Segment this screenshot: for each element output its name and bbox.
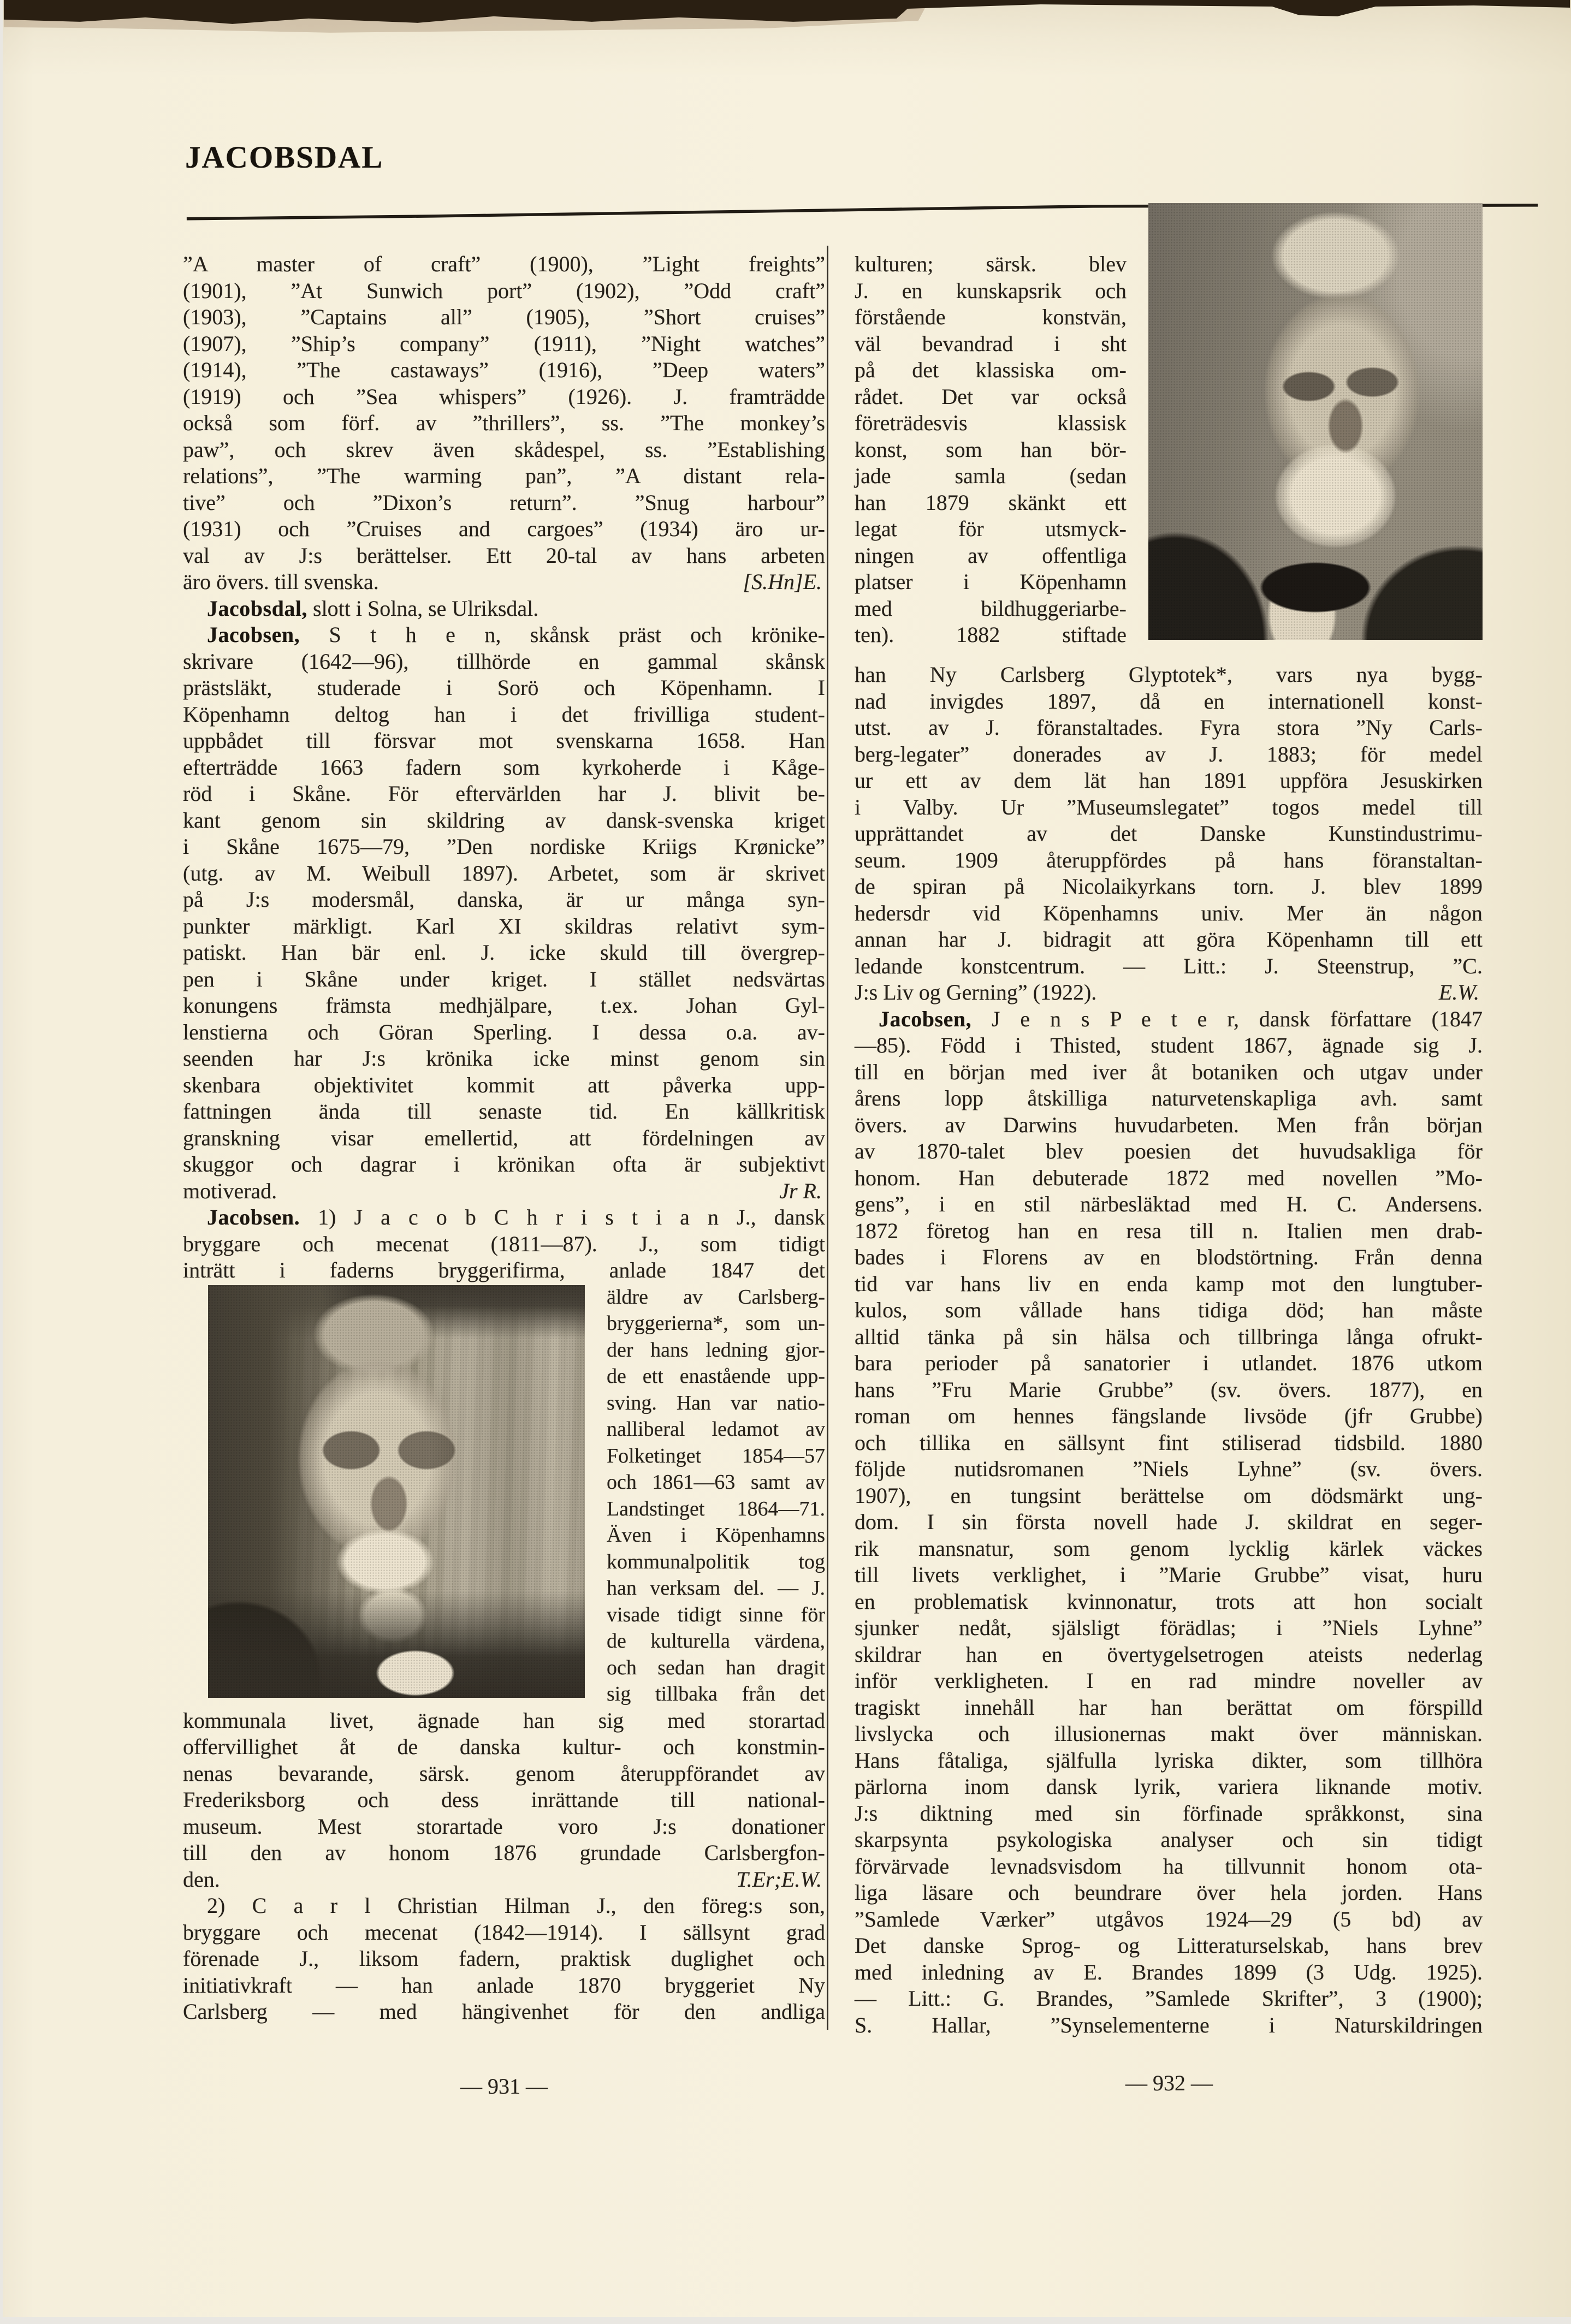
line-text: seenden har J:s krönika icke minst genom sin <box>183 1046 825 1071</box>
line-text: förenade J., liksom fadern, praktisk duglighet och <box>183 1946 825 1971</box>
text-line <box>607 1469 825 1496</box>
text-line <box>183 887 825 913</box>
line-text: den. <box>183 1867 220 1892</box>
line-text: pärlorna inom dansk lyrik, variera liknande motiv. <box>855 1774 1483 1799</box>
text-line <box>855 926 1483 953</box>
line-text: inför verkligheten. I en rad mindre noveller av <box>855 1668 1483 1693</box>
text-line <box>855 1165 1483 1192</box>
text-line <box>183 1814 825 1840</box>
line-text: skuggor och dagrar i krönikan ofta är subjektivt <box>183 1152 825 1176</box>
author-signature: Jr R. <box>779 1178 822 1203</box>
line-text: der hans ledning gjor- <box>607 1338 825 1362</box>
page-background <box>3 0 1571 2317</box>
line-text: kulos, som vållade hans tidiga död; han måste <box>855 1298 1483 1322</box>
line-text: (utg. av M. Weibull 1897). Arbetet, som är skrivet <box>183 860 825 885</box>
page-number-932: — 932 — <box>1125 2071 1213 2095</box>
text-line <box>855 741 1483 768</box>
text-line <box>855 1986 1483 2012</box>
entry-headword: Jacobsen. <box>207 1205 300 1229</box>
text-line <box>183 304 825 331</box>
line-text: bryggerierna*, som un- <box>607 1312 825 1335</box>
text-line <box>855 1748 1483 1774</box>
text-line <box>855 516 1127 543</box>
text-line <box>855 622 1127 649</box>
line-text: J:s Liv og Gerning” (1922). <box>855 980 1097 1005</box>
line-text: bara perioder på sanatorier i utlandet. 1876 utkom <box>855 1351 1483 1375</box>
text-line <box>183 437 825 463</box>
text-line <box>183 410 825 437</box>
line-text: alltid tänka på sin hälsa och tillbringa långa ofrukt- <box>855 1324 1483 1349</box>
text-line <box>855 490 1127 516</box>
line-text: jade samla (sedan <box>855 463 1127 488</box>
text-line <box>183 357 825 384</box>
right-text-column <box>855 251 1483 2038</box>
text-line <box>183 1231 825 1258</box>
line-text: övers. av Darwins huvudarbeten. Men från början <box>855 1112 1483 1137</box>
text-line <box>607 1284 825 1311</box>
line-text: museum. Mest storartade voro J:s donationer <box>183 1814 825 1839</box>
line-text: Landstinget 1864—71. <box>607 1497 825 1520</box>
line-text: han Ny Carlsberg Glyptotek*, vars nya bygg- <box>855 662 1483 687</box>
line-text: annan har J. bidragit att göra Köpenhamn till ett <box>855 927 1483 952</box>
text-line <box>855 410 1127 437</box>
line-text: Hans fåtaliga, själfulla lyriska dikter, som tillhöra <box>855 1748 1483 1773</box>
text-line <box>607 1549 825 1576</box>
left-column-wrap-text <box>607 1284 825 1708</box>
line-text: väl bevandrad i sht <box>855 331 1127 356</box>
text-line <box>607 1443 825 1470</box>
text-line <box>607 1310 825 1337</box>
text-line <box>183 1072 825 1099</box>
line-text: tive” och ”Dixon’s return”. ”Snug harbour” <box>183 490 825 515</box>
line-text: lenstierna och Göran Sperling. I dessa o.a. av- <box>183 1019 825 1044</box>
text-line <box>855 384 1127 411</box>
right-column-photo-row <box>855 251 1483 662</box>
line-text: livslycka och illusionernas makt över människan. <box>855 1721 1483 1746</box>
line-text: 1907), en tungsint berättelse om dödsmärkt ung- <box>855 1483 1483 1508</box>
text-line <box>855 688 1483 715</box>
text-line <box>855 1483 1483 1509</box>
line-text: nenas bevarande, särsk. genom återuppförandet av <box>183 1761 825 1786</box>
text-line <box>183 1708 825 1734</box>
line-text: Folketinget 1854—57 <box>607 1444 825 1467</box>
singe-stain <box>4 0 929 33</box>
text-line <box>183 463 825 490</box>
line-text: Köpenhamn deltog han i det frivilliga student- <box>183 702 825 727</box>
line-text: Även i Köpenhamns <box>607 1524 825 1547</box>
line-text: ”A master of craft” (1900), ”Light freights” <box>183 252 825 276</box>
line-text: (1914), ”The castaways” (1916), ”Deep waters” <box>183 358 825 382</box>
left-column-lower-text <box>183 1708 825 2025</box>
text-line <box>855 1668 1483 1695</box>
text-line <box>855 1191 1483 1218</box>
line-text: ”Samlede Værker” utgåvos 1924—29 (5 bd) av <box>855 1906 1483 1931</box>
line-text: Frederiksborg och dess inrättande till national- <box>183 1787 825 1812</box>
text-line <box>183 384 825 411</box>
line-text: bryggare och mecenat (1842—1914). I sällsynt grad <box>183 1919 825 1945</box>
text-line <box>183 331 825 358</box>
right-column-wrap-text <box>855 251 1127 649</box>
torn-top-edge <box>4 0 1570 24</box>
text-line <box>855 847 1483 874</box>
line-text: legat för utsmyck- <box>855 516 1127 541</box>
line-text: J. en kunskapsrik och <box>855 278 1127 303</box>
text-line <box>855 463 1127 490</box>
line-text: hans ”Fru Marie Grubbe” (sv. övers. 1877), en <box>855 1377 1483 1402</box>
text-line <box>855 1085 1483 1112</box>
text-line <box>855 596 1127 622</box>
text-line <box>183 543 825 569</box>
text-line <box>855 1218 1483 1245</box>
line-text: 2) C a r l Christian Hilman J., den föreg:s son, <box>207 1893 825 1918</box>
line-text: upprättandet av det Danske Kunstindustrimu- <box>855 821 1483 846</box>
line-text: J e n s P e t e r, dansk författare (1847 <box>971 1006 1483 1031</box>
line-text: han verksam del. — J. <box>607 1577 825 1600</box>
line-text: kulturen; särsk. blev <box>855 252 1127 276</box>
entry-headword: Jacobsen, <box>879 1006 972 1031</box>
line-text: tragiskt innehåll har han berättat om förspilld <box>855 1695 1483 1720</box>
text-line <box>855 251 1127 278</box>
text-line <box>183 1019 825 1046</box>
text-line <box>183 940 825 966</box>
line-text: val av J:s berättelser. Ett 20-tal av hans arbeten <box>183 543 825 568</box>
text-line <box>183 1946 825 1972</box>
line-text: patiskt. Han bär enl. J. icke skuld till övergrep- <box>183 940 825 965</box>
text-line <box>183 675 825 702</box>
line-text: på det klassiska om- <box>855 358 1127 382</box>
line-text: röd i Skåne. För eftervärlden har J. blivit be- <box>183 781 825 806</box>
text-line <box>607 1363 825 1390</box>
line-text: konst, som han bör- <box>855 437 1127 462</box>
line-text: inträtt i faderns bryggerifirma, anlade 1847 det <box>183 1258 825 1282</box>
text-line <box>855 953 1483 980</box>
line-text: — Litt.: G. Brandes, ”Samlede Skrifter”, 3 (1900); <box>855 1986 1483 2011</box>
text-line <box>183 278 825 305</box>
text-line <box>607 1496 825 1523</box>
line-text: en problematisk kvinnonatur, trots att hon socialt <box>855 1589 1483 1614</box>
text-line <box>183 1893 825 1919</box>
line-text: sving. Han var natio- <box>607 1391 825 1414</box>
text-line <box>855 900 1483 927</box>
text-line <box>183 490 825 516</box>
line-text: i Valby. Ur ”Museumslegatet” togos medel till <box>855 794 1483 819</box>
page-header-keyword: JACOBSDAL <box>185 140 384 175</box>
text-line <box>183 1972 825 1999</box>
line-text: i Skåne 1675—79, ”Den nordiske Kriigs Krønicke” <box>183 834 825 859</box>
text-line <box>607 1337 825 1364</box>
line-text: bades i Florens av en blodstörtning. Från denna <box>855 1245 1483 1269</box>
line-text: slott i Solna, se Ulriksdal. <box>307 596 539 621</box>
line-text: prästsläkt, studerade i Sorö och Köpenhamn. I <box>183 675 825 700</box>
text-line <box>855 1456 1483 1483</box>
text-line <box>855 1562 1483 1589</box>
text-line <box>183 622 825 649</box>
text-line <box>855 873 1483 900</box>
text-line <box>607 1655 825 1681</box>
text-line <box>855 1430 1483 1457</box>
right-column-lower-text <box>855 662 1483 2038</box>
text-line <box>183 1125 825 1152</box>
text-line <box>607 1575 825 1602</box>
line-text: följde nutidsromanen ”Niels Lyhne” (sv. övers. <box>855 1457 1483 1481</box>
text-line <box>183 596 825 622</box>
text-line <box>607 1390 825 1417</box>
line-text: med bildhuggeriarbe- <box>855 596 1127 621</box>
text-line <box>183 1151 825 1178</box>
author-signature: [S.Hn]E. <box>743 569 822 594</box>
line-text: rådet. Det var också <box>855 384 1127 409</box>
text-line <box>855 1244 1483 1271</box>
text-line <box>855 1536 1483 1562</box>
text-line <box>183 913 825 940</box>
line-text: paw”, och skrev även skådespel, ss. ”Establishing <box>183 437 825 462</box>
line-text: platser i Köpenhamn <box>855 569 1127 594</box>
text-line <box>855 662 1483 688</box>
line-text: förstående konstvän, <box>855 305 1127 329</box>
text-line <box>855 1377 1483 1404</box>
line-text: hedersdr vid Köpenhamns univ. Mer än någon <box>855 900 1483 925</box>
text-line <box>855 715 1483 741</box>
line-text: S t h e n, skånsk präst och krönike- <box>300 622 825 647</box>
text-line <box>855 1509 1483 1536</box>
line-text: J:s diktning med sin förfinade språkkonst, sina <box>855 1800 1483 1826</box>
text-line <box>183 1787 825 1814</box>
page-number-931: — 931 — <box>460 2074 548 2099</box>
line-text: rik mansnatur, som genom lycklig kärlek väckes <box>855 1536 1483 1561</box>
line-text: sig tillbaka från det <box>607 1683 825 1705</box>
text-line <box>183 1867 825 1893</box>
text-line <box>855 768 1483 794</box>
text-line <box>607 1522 825 1549</box>
line-text: uppbådet till försvar mot svenskarna 1658. Han <box>183 728 825 753</box>
text-line <box>855 1006 1483 1033</box>
text-line <box>183 1098 825 1125</box>
text-line <box>183 1257 825 1284</box>
entry-headword: Jacobsen, <box>207 622 300 647</box>
line-text: på J:s modersmål, danska, är ur många syn- <box>183 887 825 912</box>
line-text: —85). Född i Thisted, student 1867, ägnade sig J. <box>855 1033 1483 1057</box>
line-text: förvärvade levnadsvisdom ha tillvunnit honom ota- <box>855 1853 1483 1879</box>
text-line <box>183 1999 825 2025</box>
text-line <box>855 1933 1483 1959</box>
left-text-column <box>183 251 825 2025</box>
line-text: årens lopp åtskilliga naturvetenskapliga avh. samt <box>855 1086 1483 1110</box>
text-line <box>183 992 825 1019</box>
line-text: nad invigdes 1897, då en internationell konst- <box>855 688 1483 714</box>
line-text: kommunalpolitik tog <box>607 1550 825 1573</box>
line-text: roman om hennes fängslande livsöde (jfr Grubbe) <box>855 1404 1483 1428</box>
line-text: punkter märkligt. Karl XI skildras relativt sym- <box>183 913 825 938</box>
line-text: dom. I sin första novell hade J. skildrat en seger- <box>855 1509 1483 1534</box>
text-line <box>855 1642 1483 1668</box>
text-line <box>855 1271 1483 1298</box>
line-text: de ett enastående upp- <box>607 1365 825 1388</box>
line-text: konungens främsta medhjälpare, t.ex. Johan Gyl- <box>183 993 825 1018</box>
text-line <box>183 1761 825 1787</box>
text-line <box>855 1112 1483 1139</box>
text-line <box>855 278 1127 305</box>
text-line <box>183 1734 825 1761</box>
line-text: ledande konstcentrum. — Litt.: J. Steenstrup, ”C. <box>855 953 1483 978</box>
line-text: honom. Han debuterade 1872 med novellen ”Mo- <box>855 1165 1483 1190</box>
line-text: av 1870-talet blev poesien det huvudsakliga för <box>855 1139 1483 1163</box>
text-line <box>855 1138 1483 1165</box>
line-text: fattningen ända till senaste tid. En källkritisk <box>183 1099 825 1124</box>
text-line <box>183 728 825 754</box>
text-line <box>855 1589 1483 1615</box>
text-line <box>855 1059 1483 1086</box>
line-text: skildrar han en övertygelsetrogen ateists nederlag <box>855 1642 1483 1667</box>
text-line <box>183 649 825 675</box>
line-text: och tillika en sällsynt fint stiliserad tidsbild. 1880 <box>855 1430 1483 1455</box>
text-line <box>183 569 825 596</box>
text-line <box>855 1324 1483 1351</box>
column-divider-rule <box>827 246 828 2030</box>
line-text: Det danske Sprog- og Litteraturselskab, hans brev <box>855 1933 1483 1958</box>
text-line <box>855 979 1483 1006</box>
text-line <box>183 781 825 807</box>
line-text: nalliberal ledamot av <box>607 1418 825 1441</box>
text-line <box>183 860 825 887</box>
line-text: (1931) och ”Cruises and cargoes” (1934) äro ur- <box>183 516 825 541</box>
text-line <box>855 1403 1483 1430</box>
text-line <box>855 1880 1483 1906</box>
text-line <box>855 437 1127 463</box>
text-line <box>855 304 1127 331</box>
text-line <box>855 1906 1483 1933</box>
author-signature: T.Er;E.W. <box>736 1867 822 1892</box>
line-text: ten). 1882 stiftade <box>855 622 1127 647</box>
line-text: äldre av Carlsberg- <box>607 1285 825 1309</box>
line-text: (1907), ”Ship’s company” (1911), ”Night watches” <box>183 331 825 356</box>
text-line <box>183 1840 825 1867</box>
text-line <box>855 1695 1483 1721</box>
line-text: gens”, i en stil närbesläktad med H. C. Andersens. <box>855 1192 1483 1216</box>
text-line <box>855 1827 1483 1853</box>
left-column-upper-text <box>183 251 825 1284</box>
text-line <box>183 1045 825 1072</box>
line-text: företrädesvis klassisk <box>855 411 1127 435</box>
text-line <box>607 1602 825 1628</box>
text-line <box>183 702 825 728</box>
line-text: utst. av J. föranstaltades. Fyra stora ”Ny Carls- <box>855 715 1483 740</box>
text-line <box>183 1178 825 1205</box>
text-line <box>855 794 1483 821</box>
text-line <box>855 1350 1483 1377</box>
text-line <box>855 331 1127 358</box>
line-text: skenbara objektivitet kommit att påverka upp- <box>183 1072 825 1097</box>
line-text: pen i Skåne under kriget. I stället nedsvärtas <box>183 966 825 991</box>
line-text: och 1861—63 samt av <box>607 1471 825 1494</box>
line-text: kant genom sin skildring av dansk-svenska kriget <box>183 807 825 833</box>
line-text: seum. 1909 återuppfördes på hans föranstaltan- <box>855 847 1483 872</box>
text-line <box>855 1800 1483 1827</box>
line-text: skrivare (1642—96), tillhörde en gammal skånsk <box>183 649 825 674</box>
line-text: (1903), ”Captains all” (1905), ”Short cruises” <box>183 305 825 329</box>
text-line <box>855 1032 1483 1059</box>
author-signature: E.W. <box>1438 980 1479 1005</box>
portrait-photo-carl-jacobsen <box>1148 203 1483 640</box>
text-line <box>183 966 825 993</box>
line-text: 1) J a c o b C h r i s t i a n J., dansk <box>300 1205 825 1229</box>
line-text: initiativkraft — han anlade 1870 bryggeriet Ny <box>183 1972 825 1998</box>
line-text: äro övers. till svenska. <box>183 569 379 594</box>
line-text: och sedan han dragit <box>607 1656 825 1679</box>
text-line <box>183 807 825 834</box>
line-text: också som förf. av ”thrillers”, ss. ”The monkey’s <box>183 411 825 435</box>
line-text: offervillighet åt de danska kultur- och konstmin- <box>183 1734 825 1759</box>
line-text: (1901), ”At Sunwich port” (1902), ”Odd craft” <box>183 278 825 303</box>
line-text: tid var hans liv en enda kamp mot den lungtuber- <box>855 1271 1483 1296</box>
line-text: de spiran på Nicolaikyrkans torn. J. blev 1899 <box>855 874 1483 899</box>
text-line <box>183 1204 825 1231</box>
line-text: ur ett av dem lät han 1891 uppföra Jesuskirken <box>855 768 1483 793</box>
text-line <box>607 1628 825 1655</box>
text-line <box>183 251 825 278</box>
text-line <box>855 2012 1483 2039</box>
line-text: skarpsynta psykologiska analyser och sin tidigt <box>855 1827 1483 1852</box>
text-line <box>855 821 1483 847</box>
left-column-photo-row <box>183 1284 825 1708</box>
line-text: motiverad. <box>183 1178 277 1203</box>
line-text: relations”, ”The warming pan”, ”A distant rela- <box>183 463 825 488</box>
text-line <box>855 1853 1483 1880</box>
portrait-photo-jacob-christian-jacobsen <box>208 1285 585 1698</box>
entry-headword: Jacobsdal, <box>207 596 307 621</box>
line-text: liga läsare och beundrare över hela jorden. Hans <box>855 1880 1483 1905</box>
text-line <box>183 1919 825 1946</box>
text-line <box>855 357 1127 384</box>
line-text: S. Hallar, ”Synselementerne i Naturskildringen <box>855 2012 1483 2037</box>
line-text: till en början med iver åt botaniken och utgav under <box>855 1059 1483 1084</box>
text-line <box>855 1721 1483 1748</box>
line-text: granskning visar emellertid, att fördelningen av <box>183 1125 825 1150</box>
text-line <box>607 1681 825 1708</box>
line-text: de kulturella värdena, <box>607 1630 825 1653</box>
line-text: 1872 företog han en resa till n. Italien men drab- <box>855 1218 1483 1243</box>
text-line <box>855 543 1127 569</box>
text-line <box>855 1774 1483 1800</box>
line-text: efterträdde 1663 fadern som kyrkoherde i Kåge- <box>183 754 825 780</box>
text-line <box>855 1615 1483 1642</box>
line-text: ningen av offentliga <box>855 543 1127 568</box>
line-text: (1919) och ”Sea whispers” (1926). J. framträdde <box>183 384 825 409</box>
text-line <box>855 1297 1483 1324</box>
text-line <box>183 516 825 543</box>
line-text: till den av honom 1876 grundade Carlsbergfon- <box>183 1840 825 1865</box>
line-text: kommunala livet, ägnade han sig med storartad <box>183 1708 825 1733</box>
line-text: han 1879 skänkt ett <box>855 490 1127 515</box>
text-line <box>855 1959 1483 1986</box>
line-text: berg-legater” donerades av J. 1883; för medel <box>855 741 1483 766</box>
line-text: sjunker nedåt, själsligt förädlas; i ”Niels Lyhne” <box>855 1615 1483 1640</box>
line-text: Carlsberg — med hängivenhet för den andliga <box>183 1999 825 2024</box>
text-line <box>855 569 1127 596</box>
line-text: visade tidigt sinne för <box>607 1603 825 1626</box>
text-line <box>183 834 825 860</box>
text-line <box>607 1416 825 1443</box>
line-text: bryggare och mecenat (1811—87). J., som tidigt <box>183 1231 825 1256</box>
text-line <box>183 754 825 781</box>
line-text: till livets verklighet, i ”Marie Grubbe” visat, huru <box>855 1562 1483 1587</box>
line-text: med inledning av E. Brandes 1899 (3 Udg. 1925). <box>855 1959 1483 1984</box>
